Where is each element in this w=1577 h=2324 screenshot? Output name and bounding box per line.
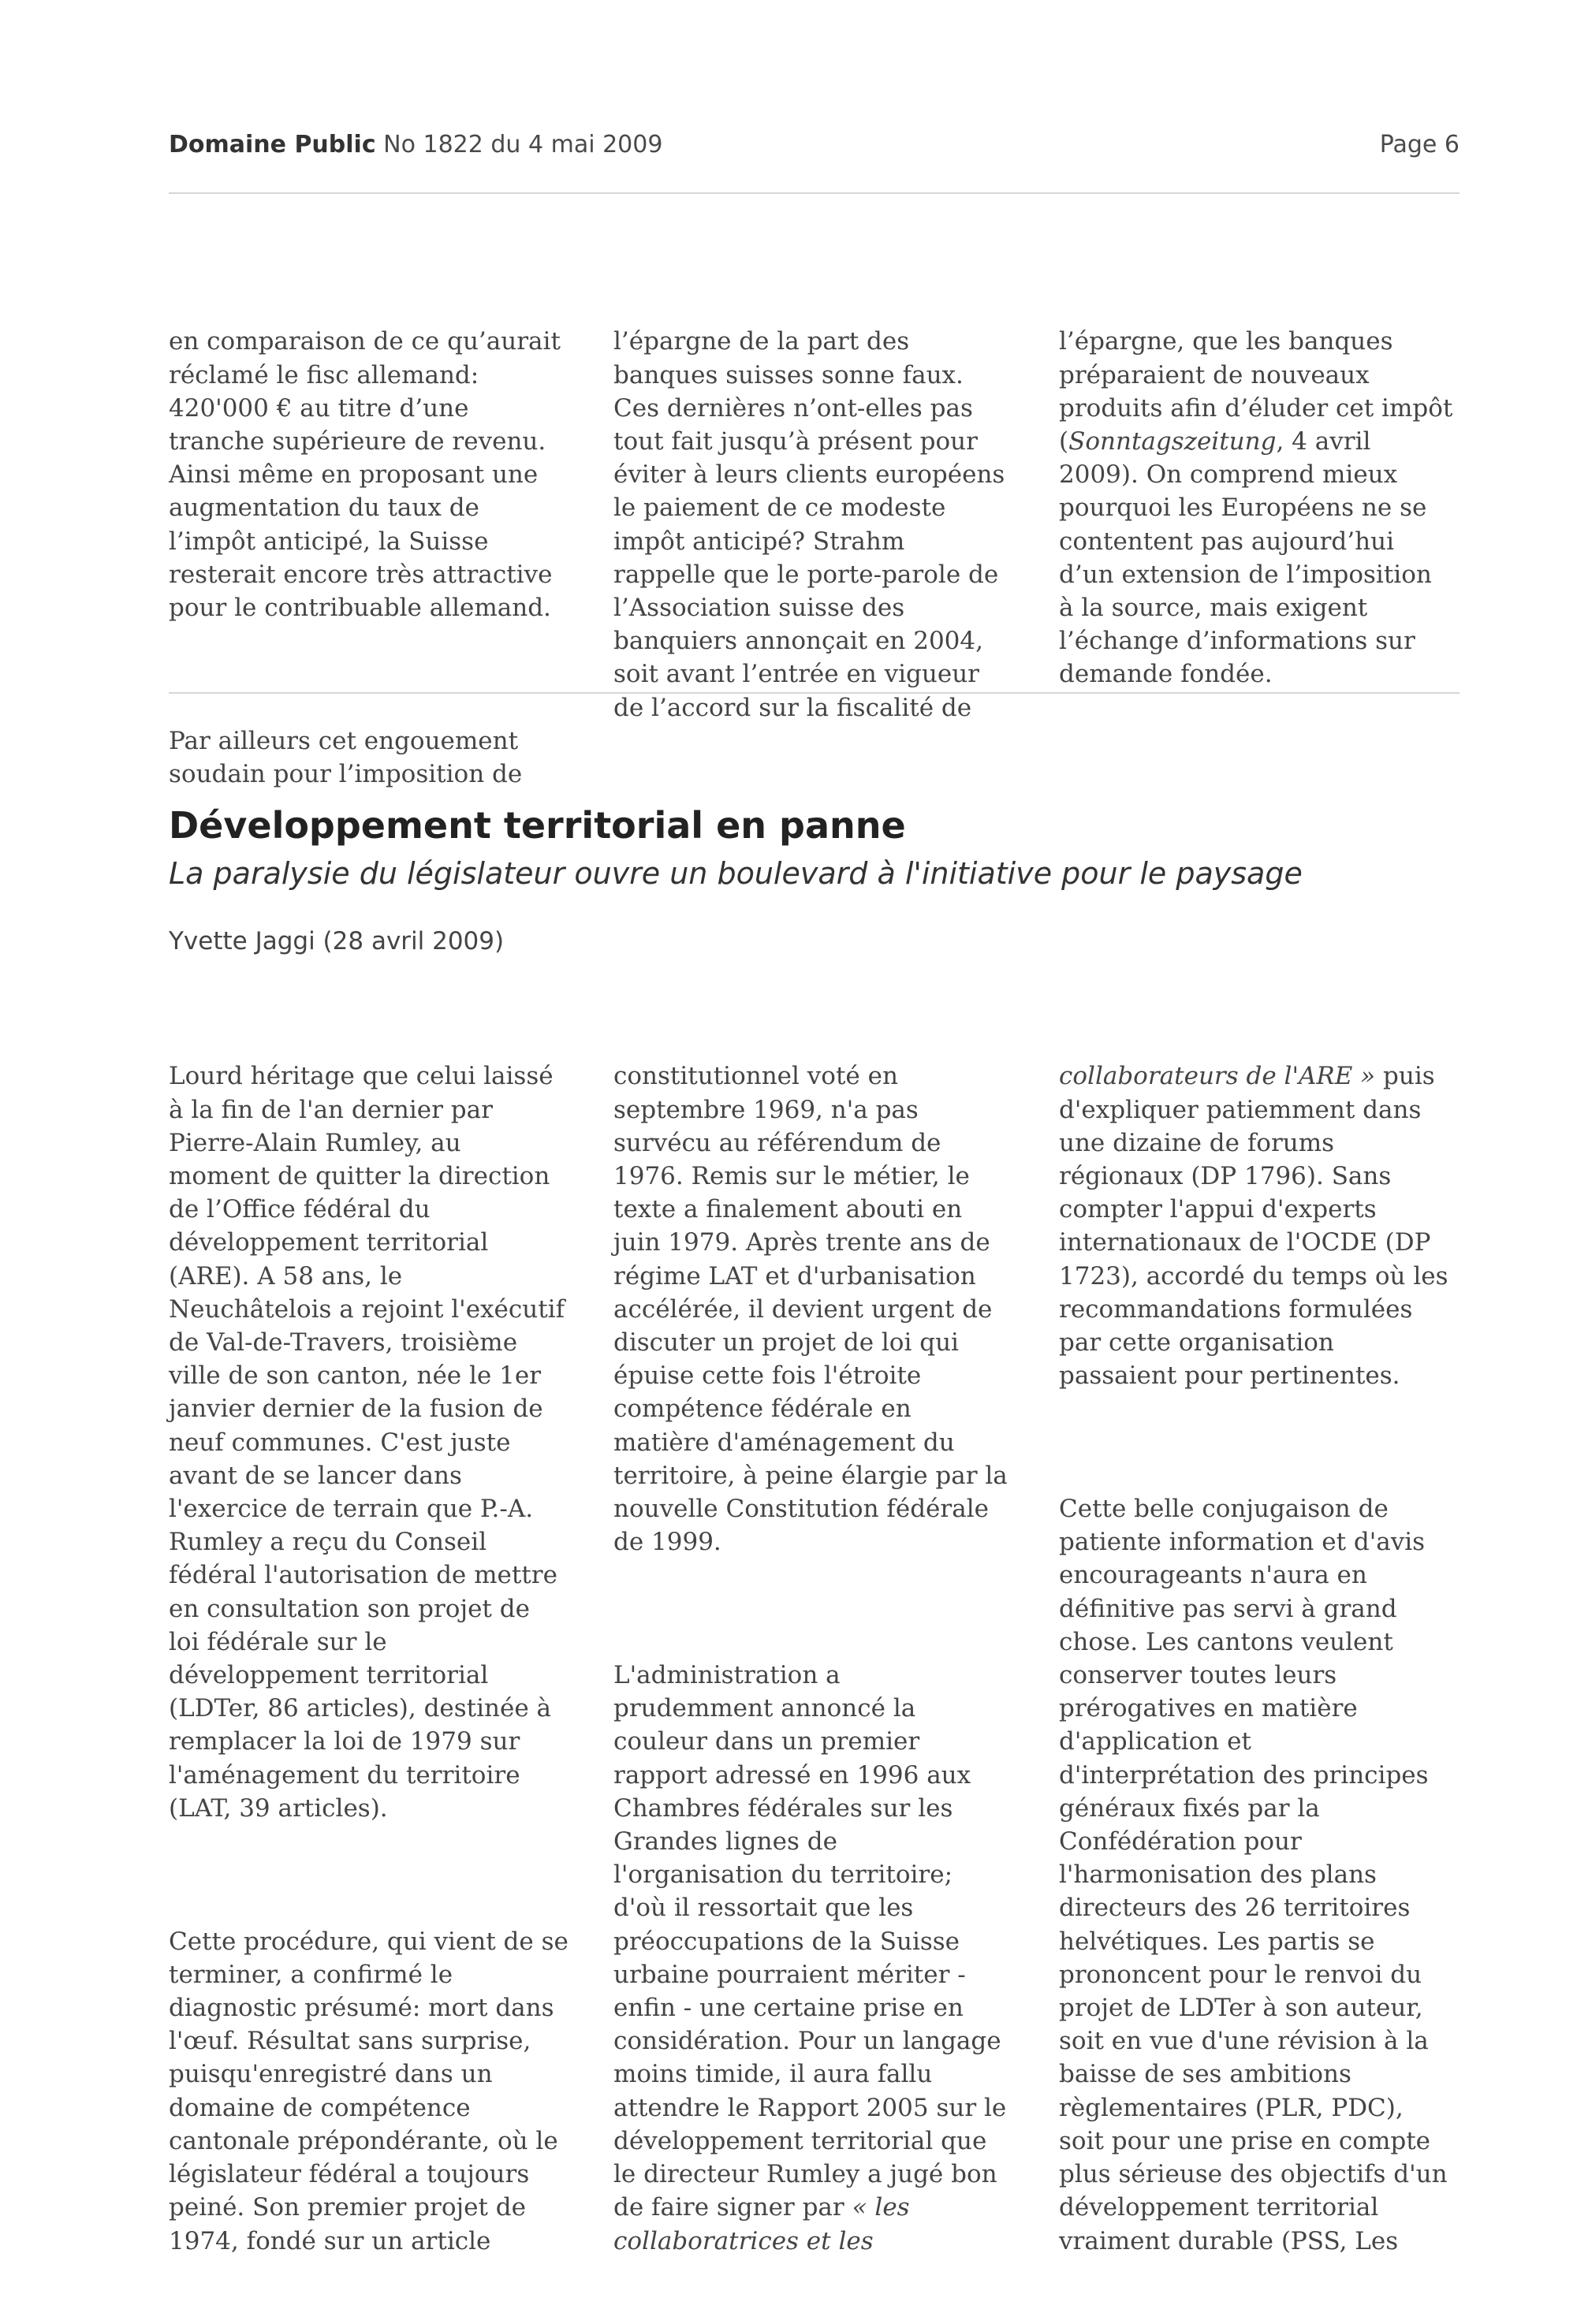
paragraph: constitutionnel voté en septembre 1969, n'a pas survécu au référendum de 1976. Remis sur le métier, le texte a finalement abouti en juin 1979. Après trente ans de régime LAT et d'urbanisation accélérée, il devient urgent de discuter un projet de loi qui épuise cette fois l'étroite compétence fédérale en matière d'aménagement du territoire, à peine élargie par la nouvelle Constitution fédérale de 1999.	[613, 1062, 1008, 1557]
paragraph: Par ailleurs cet engouement soudain pour l’imposition de	[169, 726, 523, 789]
prev-article-column-3	[1059, 259, 1477, 758]
publication-name: Domaine Public	[169, 131, 376, 158]
paragraph: l’épargne de la part des banques suisses sonne faux. Ces dernières n’ont-elles pas tout fait jusqu’à présent pour éviter à leurs clients européens le paiement de ce modeste impôt anticipé? Strahm rappelle que le porte-parole de l’Association suisse des banquiers annonçait en 2004, soit avant l’entrée en vigueur de l’accord sur la fiscalité de	[613, 327, 1005, 722]
article-subtitle: La paralysie du législateur ouvre un boulevard à l'initiative pour le paysage	[169, 856, 1303, 891]
header-publication-line	[169, 131, 662, 158]
source-citation: Sonntagszeitung	[1068, 427, 1277, 456]
prev-article-column-1	[169, 259, 587, 858]
paragraph: l’épargne, que les banques préparaient de nouveaux produits afin d’éluder cet impôt (Sonntagszeitung, 4 avril 2009). On comprend mieux pourquoi les Européens ne se contentent pas aujourd’hui d’un extension de l’imposition à la source, mais exigent l’échange d’informations sur demande fondée.	[1059, 327, 1453, 689]
paragraph: Cette belle conjugaison de patiente information et d'avis encourageants n'aura en définitive pas servi à grand chose. Les cantons veulent conserver toutes leurs prérogatives en matière d'application et d'interprétation des principes généraux fixés par la Confédération pour l'harmonisation des plans directeurs des 26 territoires helvétiques. Les partis se prononcent pour le renvoi du projet de LDTer à son auteur, soit en vue d'une révision à la baisse de ses ambitions règlementaires (PLR, PDC), soit pour une prise en compte plus sérieuse des objectifs d'un développement territorial vraiment durable (PSS, Les	[1059, 1495, 1448, 2255]
page-header	[169, 131, 1460, 166]
paragraph: L'administration a prudemment annoncé la couleur dans un premier rapport adressé en 1996 aux Chambres fédérales sur les Grandes lignes de l'organisation du territoire; d'où il ressortait que les préoccupations de la Suisse urbaine pourraient mériter - enfin - une certaine prise en considération. Pour un langage moins timide, il aura fallu attendre le Rapport 2005 sur le développement territorial que le directeur Rumley a jugé bon de faire signer par « les collaboratrices et les	[613, 1661, 1007, 2255]
article-column-1	[169, 993, 587, 2324]
paragraph: Lourd héritage que celui laissé à la fin de l'an dernier par Pierre-Alain Rumley, au moment de quitter la direction de l’Office fédéral du développement territorial (ARE). A 58 ans, le Neuchâtelois a rejoint l'exécutif de Val-de-Travers, troisième ville de son canton, née le 1er janvier dernier de la fusion de neuf communes. C'est juste avant de se lancer dans l'exercice de terrain que P.-A. Rumley a reçu du Conseil fédéral l'autorisation de mettre en consultation son projet de loi fédérale sur le développement territorial (LDTer, 86 articles), destinée à remplacer la loi de 1979 sur l'aménagement du territoire (LAT, 39 articles).	[169, 1062, 565, 1823]
quotation: collaborateurs de l'ARE »	[1059, 1062, 1376, 1091]
article-title: Développement territorial en panne	[169, 804, 906, 847]
paragraph: collaborateurs de l'ARE » puis d'expliquer patiemment dans une dizaine de forums régionaux (DP 1796). Sans compter l'appui d'experts internationaux de l'OCDE (DP 1723), accordé du temps où les recommandations formulées par cette organisation passaient pour pertinentes.	[1059, 1062, 1448, 1391]
paragraph: Cette procédure, qui vient de se terminer, a confirmé le diagnostic présumé: mort dans l'œuf. Résultat sans surprise, puisqu'enregistré dans un domaine de compétence cantonale prépondérante, où le législateur fédéral a toujours peiné. Son premier projet de 1974, fondé sur un article	[169, 1927, 569, 2255]
quotation: « les collaboratrices et les	[613, 2193, 910, 2255]
header-divider	[169, 192, 1460, 194]
page-number: Page 6	[1379, 131, 1460, 158]
article-column-3	[1059, 993, 1477, 2324]
article-byline: Yvette Jaggi (28 avril 2009)	[169, 927, 505, 955]
issue-info: No 1822 du 4 mai 2009	[383, 131, 663, 158]
prev-article-column-2	[613, 259, 1031, 791]
paragraph: en comparaison de ce qu’aurait réclamé le fisc allemand: 420'000 € au titre d’une tranche supérieure de revenu. Ainsi même en proposant une augmentation du taux de l’impôt anticipé, la Suisse resterait encore très attractive pour le contribuable allemand.	[169, 327, 561, 623]
article-divider	[169, 692, 1460, 694]
article-column-2	[613, 993, 1031, 2324]
